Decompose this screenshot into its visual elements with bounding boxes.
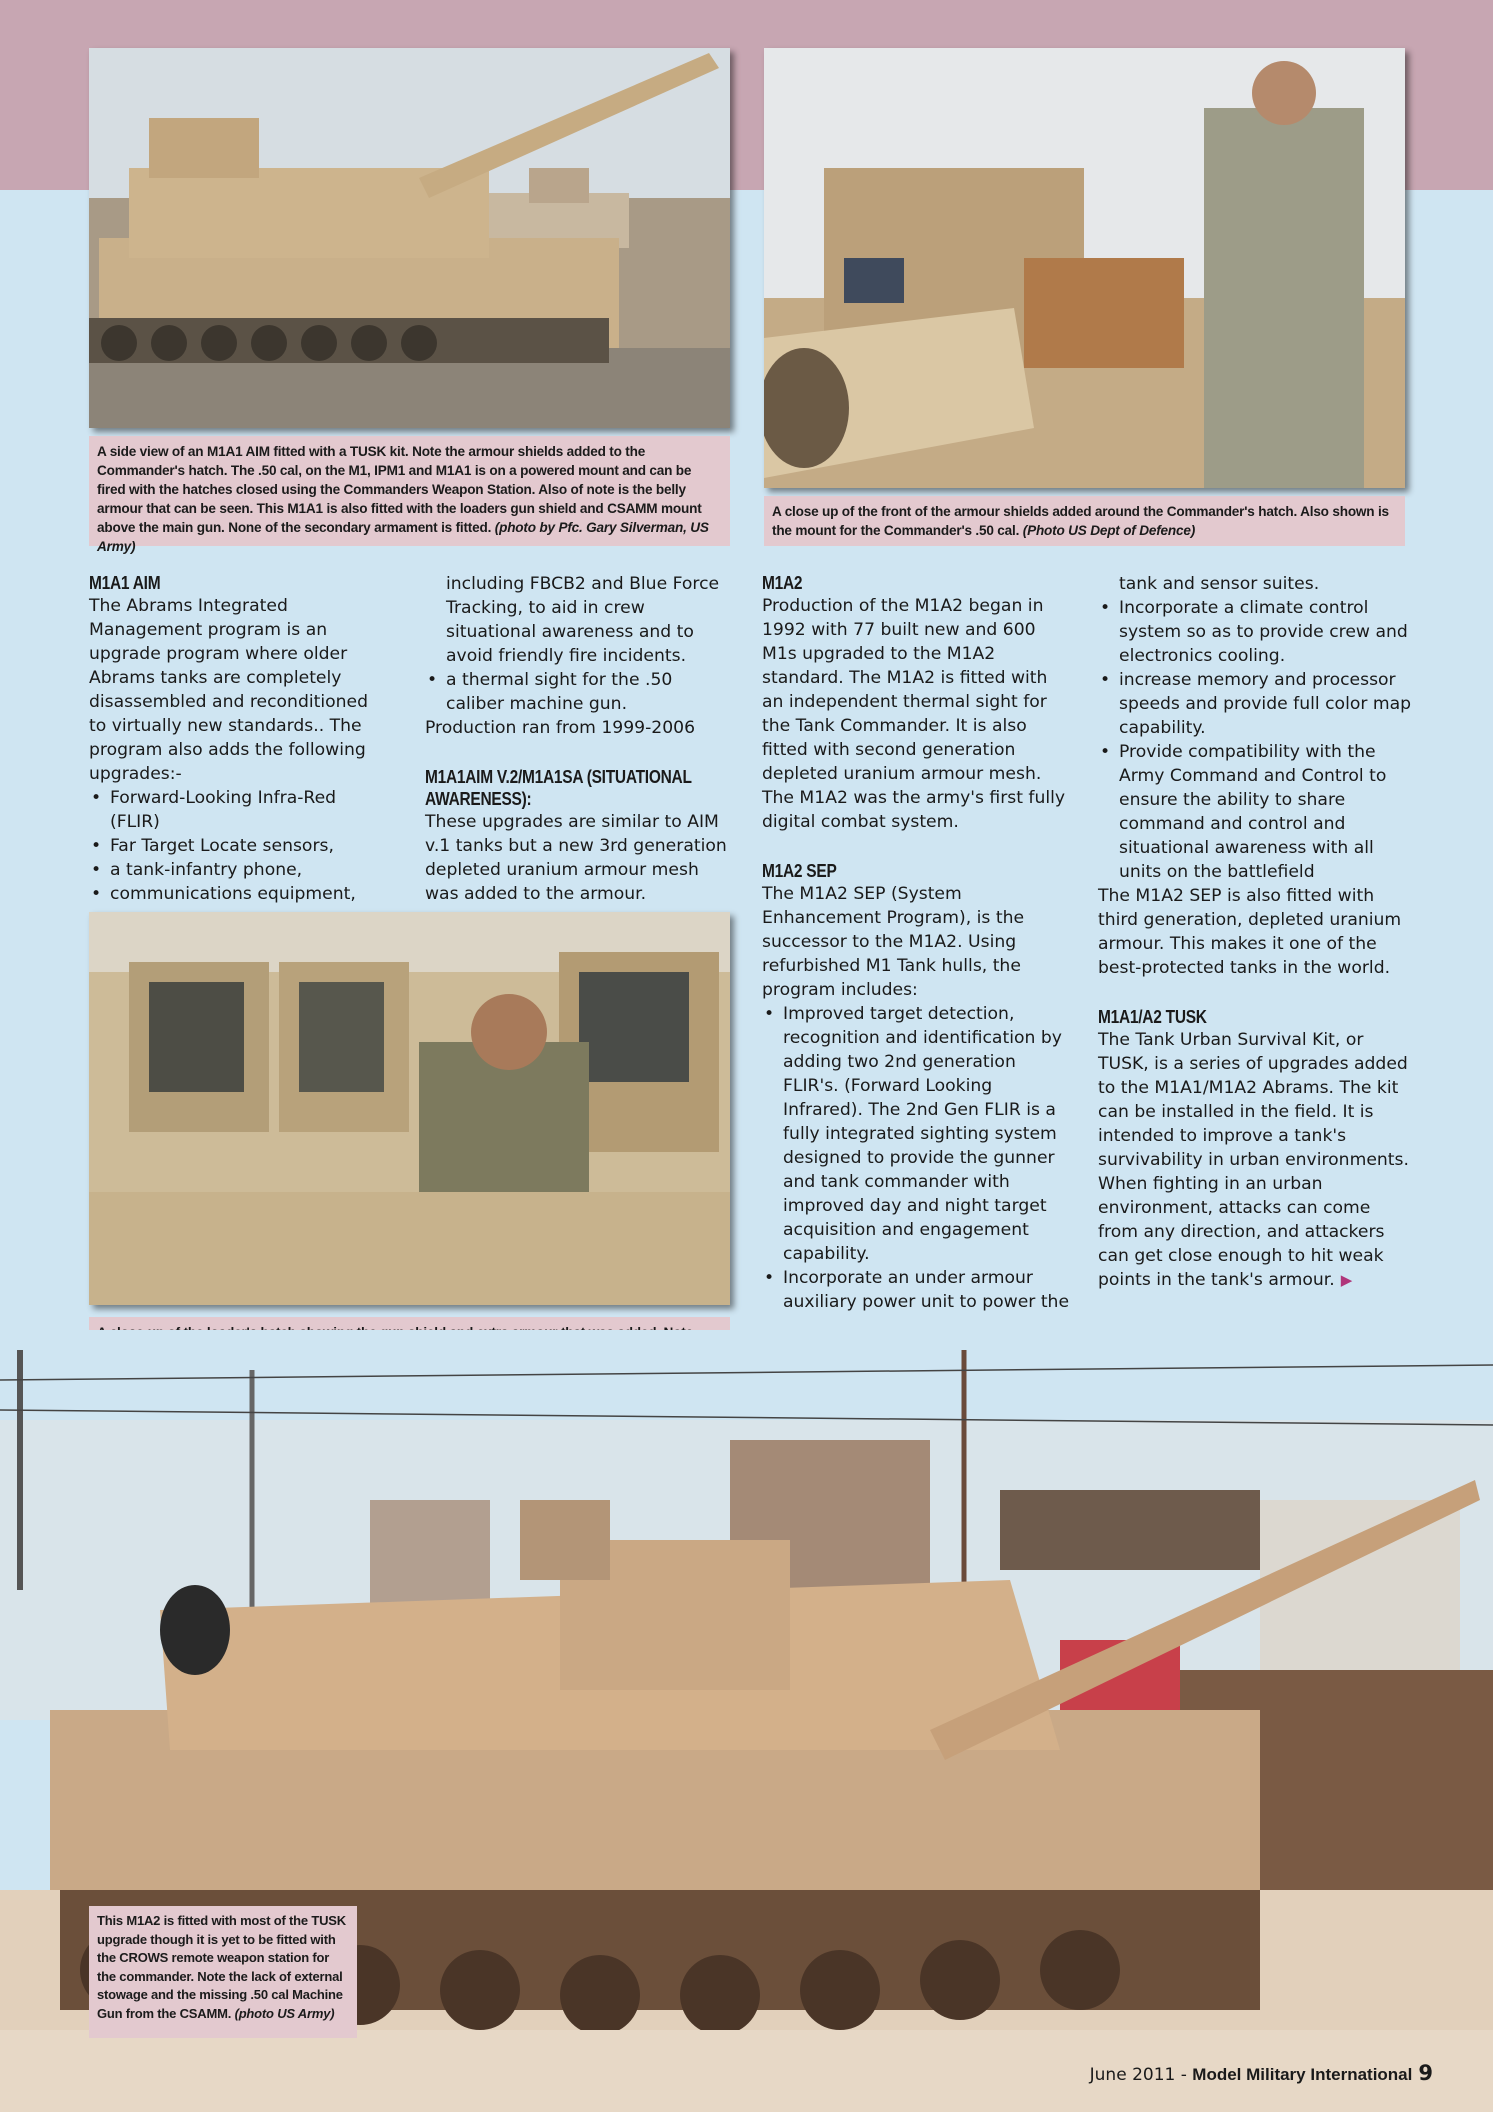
bullet-list: [1098, 596, 1413, 884]
paragraph: The M1A2 SEP is also fitted with third generation, depleted uranium armour. This makes it one of the best-protected tanks in the world.: [1098, 886, 1402, 978]
caption-photo-m1a2-tank-street: [89, 1906, 357, 2038]
photo-credit: (photo by Pfc. Gary Silverman, US Army): [97, 520, 709, 554]
list-item: • Forward-Looking Infra-Red (FLIR): [89, 786, 389, 834]
text-column-4: [1098, 572, 1413, 1292]
issue-date: June 2011 -: [1089, 2065, 1193, 2085]
list-item: • a thermal sight for the .50 caliber machine gun.: [425, 668, 732, 716]
paragraph: Production ran from 1999-2006: [425, 718, 696, 738]
paragraph-continued: including FBCB2 and Blue Force Tracking, to aid in crew situational awareness and to avoid friendly fire incidents.: [446, 574, 720, 666]
photo-tank-side-view: [89, 48, 730, 428]
list-item: • Far Target Locate sensors,: [89, 834, 389, 858]
end-of-article-marker-icon: ▶: [1340, 1271, 1353, 1289]
bullet-list: [89, 786, 389, 906]
caption-text: A close up of the front of the armour shields added around the Commander's hatch. Also shown is the mount for the Commander's .50 cal.: [772, 504, 1389, 538]
text-column-2: [425, 572, 732, 906]
list-item: • communications equipment,: [89, 882, 389, 906]
paragraph: These upgrades are similar to AIM v.1 tanks but a new 3rd generation depleted uranium armour mesh was added to the armour.: [425, 812, 727, 904]
photo-credit: (Photo US Dept of Defence): [1022, 523, 1196, 538]
paragraph: The M1A2 SEP (System Enhancement Program), is the successor to the M1A2. Using refurbished M1 Tank hulls, the program includes:: [762, 884, 1025, 1000]
photo-credit: (photo US Army): [234, 2005, 335, 2021]
photo-loader-hatch: [89, 912, 730, 1305]
section-heading: M1A1 AIM: [89, 573, 161, 593]
caption-photo-tank-side-view: [89, 436, 730, 554]
bullet-list: [762, 1002, 1072, 1314]
text-column-3: [762, 572, 1072, 1314]
section-heading: M1A1/A2 TUSK: [1098, 1007, 1207, 1027]
section-heading: M1A2 SEP: [762, 861, 837, 881]
photo-commander-hatch: [764, 48, 1405, 488]
text-column-1: [89, 572, 389, 906]
paragraph: The Abrams Integrated Management program is an upgrade program where older Abrams tanks are completely disassembled and reconditioned to virtually new standards.. The program also adds the following upgrades:-: [89, 596, 369, 784]
list-item: • Provide compatibility with the Army Command and Control to ensure the ability to share command and control and situational awareness with all units on the battlefield: [1098, 740, 1413, 884]
list-item: • a tank-infantry phone,: [89, 858, 389, 882]
caption-text: A side view of an M1A1 AIM fitted with a TUSK kit. Note the armour shields added to the Commander's hatch. The .50 cal, on the M1, IPM1 and M1A1 is on a powered mount and can be fired with the hatches closed using the Commanders Weapon Station. Also of note is the belly armour that can be seen. This M1A1 is also fitted with the loaders gun shield and CSAMM mount above the main gun. None of the secondary armament is fitted.: [97, 444, 702, 535]
bullet-list: [425, 668, 732, 716]
list-item: • Incorporate an under armour auxiliary power unit to power the: [762, 1266, 1072, 1314]
caption-photo-commander-hatch: [764, 496, 1405, 546]
paragraph: [1098, 1028, 1413, 1292]
page-footer: [1090, 2061, 1433, 2085]
paragraph: Production of the M1A2 began in 1992 with 77 built new and 600 M1s upgraded to the M1A2 standard. The M1A2 is fitted with an independent thermal sight for the Tank Commander. It is also fitted with second generation depleted uranium armour mesh. The M1A2 was the army's first fully digital combat system.: [762, 596, 1066, 832]
section-heading: M1A1AIM V.2/M1A1SA (SITUATIONAL AWARENESS):: [425, 767, 692, 809]
magazine-name: Model Military International: [1192, 2065, 1413, 2084]
list-item: • Incorporate a climate control system so as to provide crew and electronics cooling.: [1098, 596, 1413, 668]
paragraph-continued: tank and sensor suites.: [1119, 574, 1320, 594]
caption-text: This M1A2 is fitted with most of the TUSK upgrade though it is yet to be fitted with the CROWS remote weapon station for the commander. Note the lack of external stowage and the missing .50 cal Machine Gun from the CSAMM.: [97, 1913, 346, 2021]
section-heading: M1A2: [762, 573, 803, 593]
page-number: 9: [1418, 2061, 1433, 2085]
list-item: • increase memory and processor speeds and provide full color map capability.: [1098, 668, 1413, 740]
paragraph-text: The Tank Urban Survival Kit, or TUSK, is a series of upgrades added to the M1A1/M1A2 Abrams. The kit can be installed in the field. It is intended to improve a tank's survivability in urban environments. When fighting in an urban environment, attacks can come from any direction, and attackers can get close enough to hit weak points in the tank's armour.: [1098, 1030, 1409, 1290]
list-item: • Improved target detection, recognition and identification by adding two 2nd generation FLIR's. (Forward Looking Infrared). The 2nd Gen FLIR is a fully integrated sighting system designed to provide the gunner and tank commander with improved day and night target acquisition and engagement capability.: [762, 1002, 1072, 1266]
